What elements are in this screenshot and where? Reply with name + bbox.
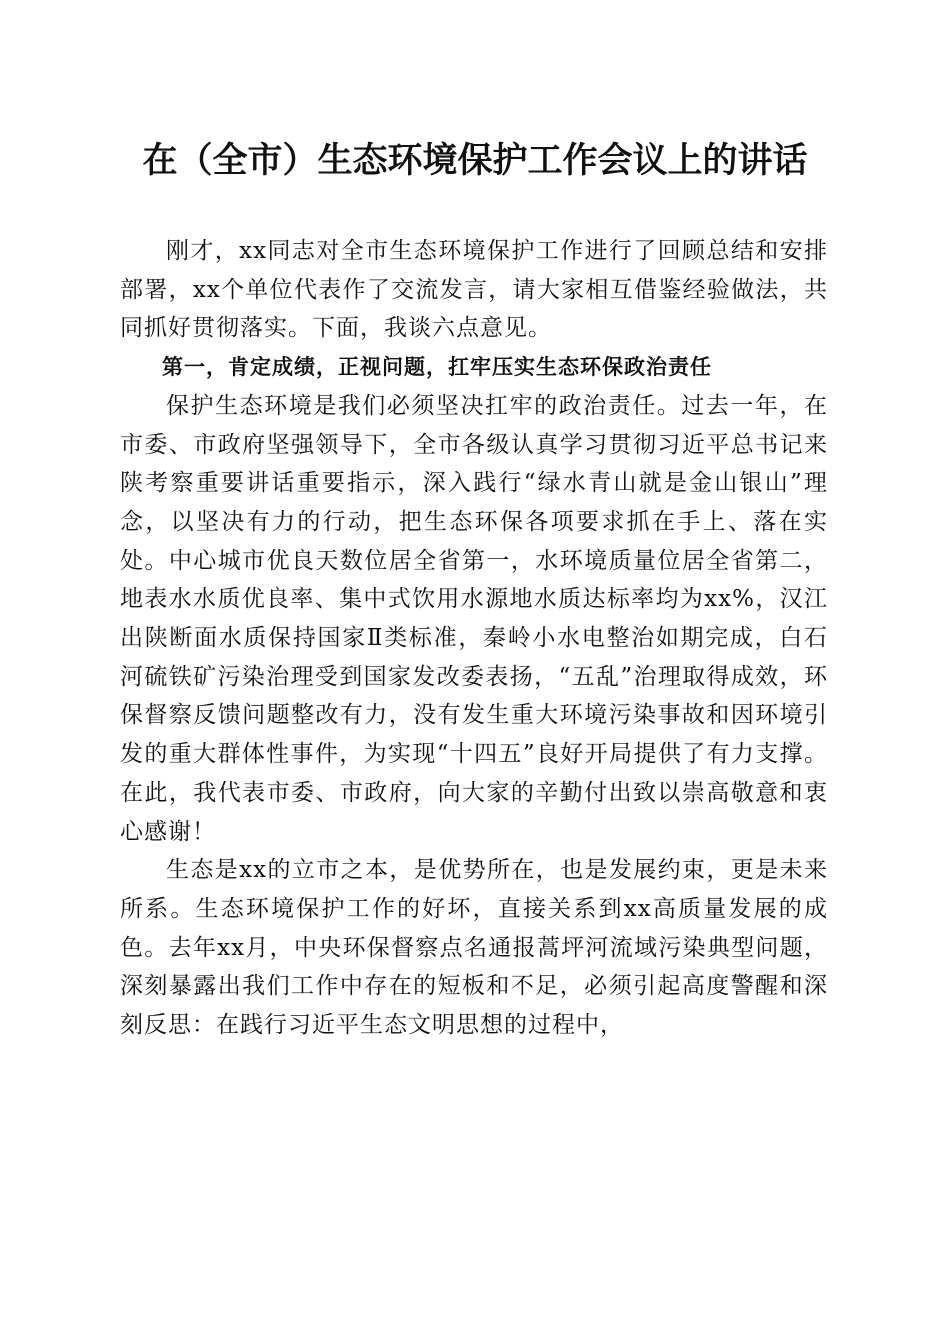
section-heading-first: 第一，肯定成绩，正视问题，扛牢压实生态环保政治责任 xyxy=(162,355,712,380)
paragraph-achievements: 保护生态环境是我们必须坚决扛牢的政治责任。过去一年，在市委、市政府坚强领导下，全市各级认真学习贯彻习近平总书记来陕考察重要讲话重要指示，深入践行“绿水青山就是金山银山”理念，以坚决有力的行动，把生态环保各项要求抓在手上、落在实处。中心城市优良天数位居全省第一，水环境质量位居全省第二，地表水水质优良率、集中式饮用水源地水质达标率均为xx%，汉江出陕断面水质保持国家Ⅱ类标准，秦岭小水电整治如期完成，白石河硫铁矿污染治理受到国家发改委表扬，“五乱”治理取得成效，环保督察反馈问题整改有力，没有发生重大环境污染事故和因环境引发的重大群体性事件，为实现“十四五”良好开局提供了有力支撑。在此，我代表市委、市政府，向大家的辛勤付出致以崇高敬意和衷心感谢！ xyxy=(120,392,828,845)
document-title: 在（全市）生态环境保护工作会议上的讲话 xyxy=(142,141,808,181)
paragraph-reflection: 生态是xx的立市之本，是优势所在，也是发展约束，更是未来所系。生态环境保护工作的好坏，直接关系到xx高质量发展的成色。去年xx月，中央环保督察点名通报蒿坪河流域污染典型问题，深刻暴露出我们工作中存在的短板和不足，必须引起高度警醒和深刻反思：在践行习近平生态文明思想的过程中， xyxy=(120,857,828,1039)
document-body xyxy=(120,232,828,1045)
paragraph-intro: 刚才，xx同志对全市生态环境保护工作进行了回顾总结和安排部署，xx个单位代表作了交流发言，请大家相互借鉴经验做法，共同抓好贯彻落实。下面，我谈六点意见。 xyxy=(120,238,828,342)
